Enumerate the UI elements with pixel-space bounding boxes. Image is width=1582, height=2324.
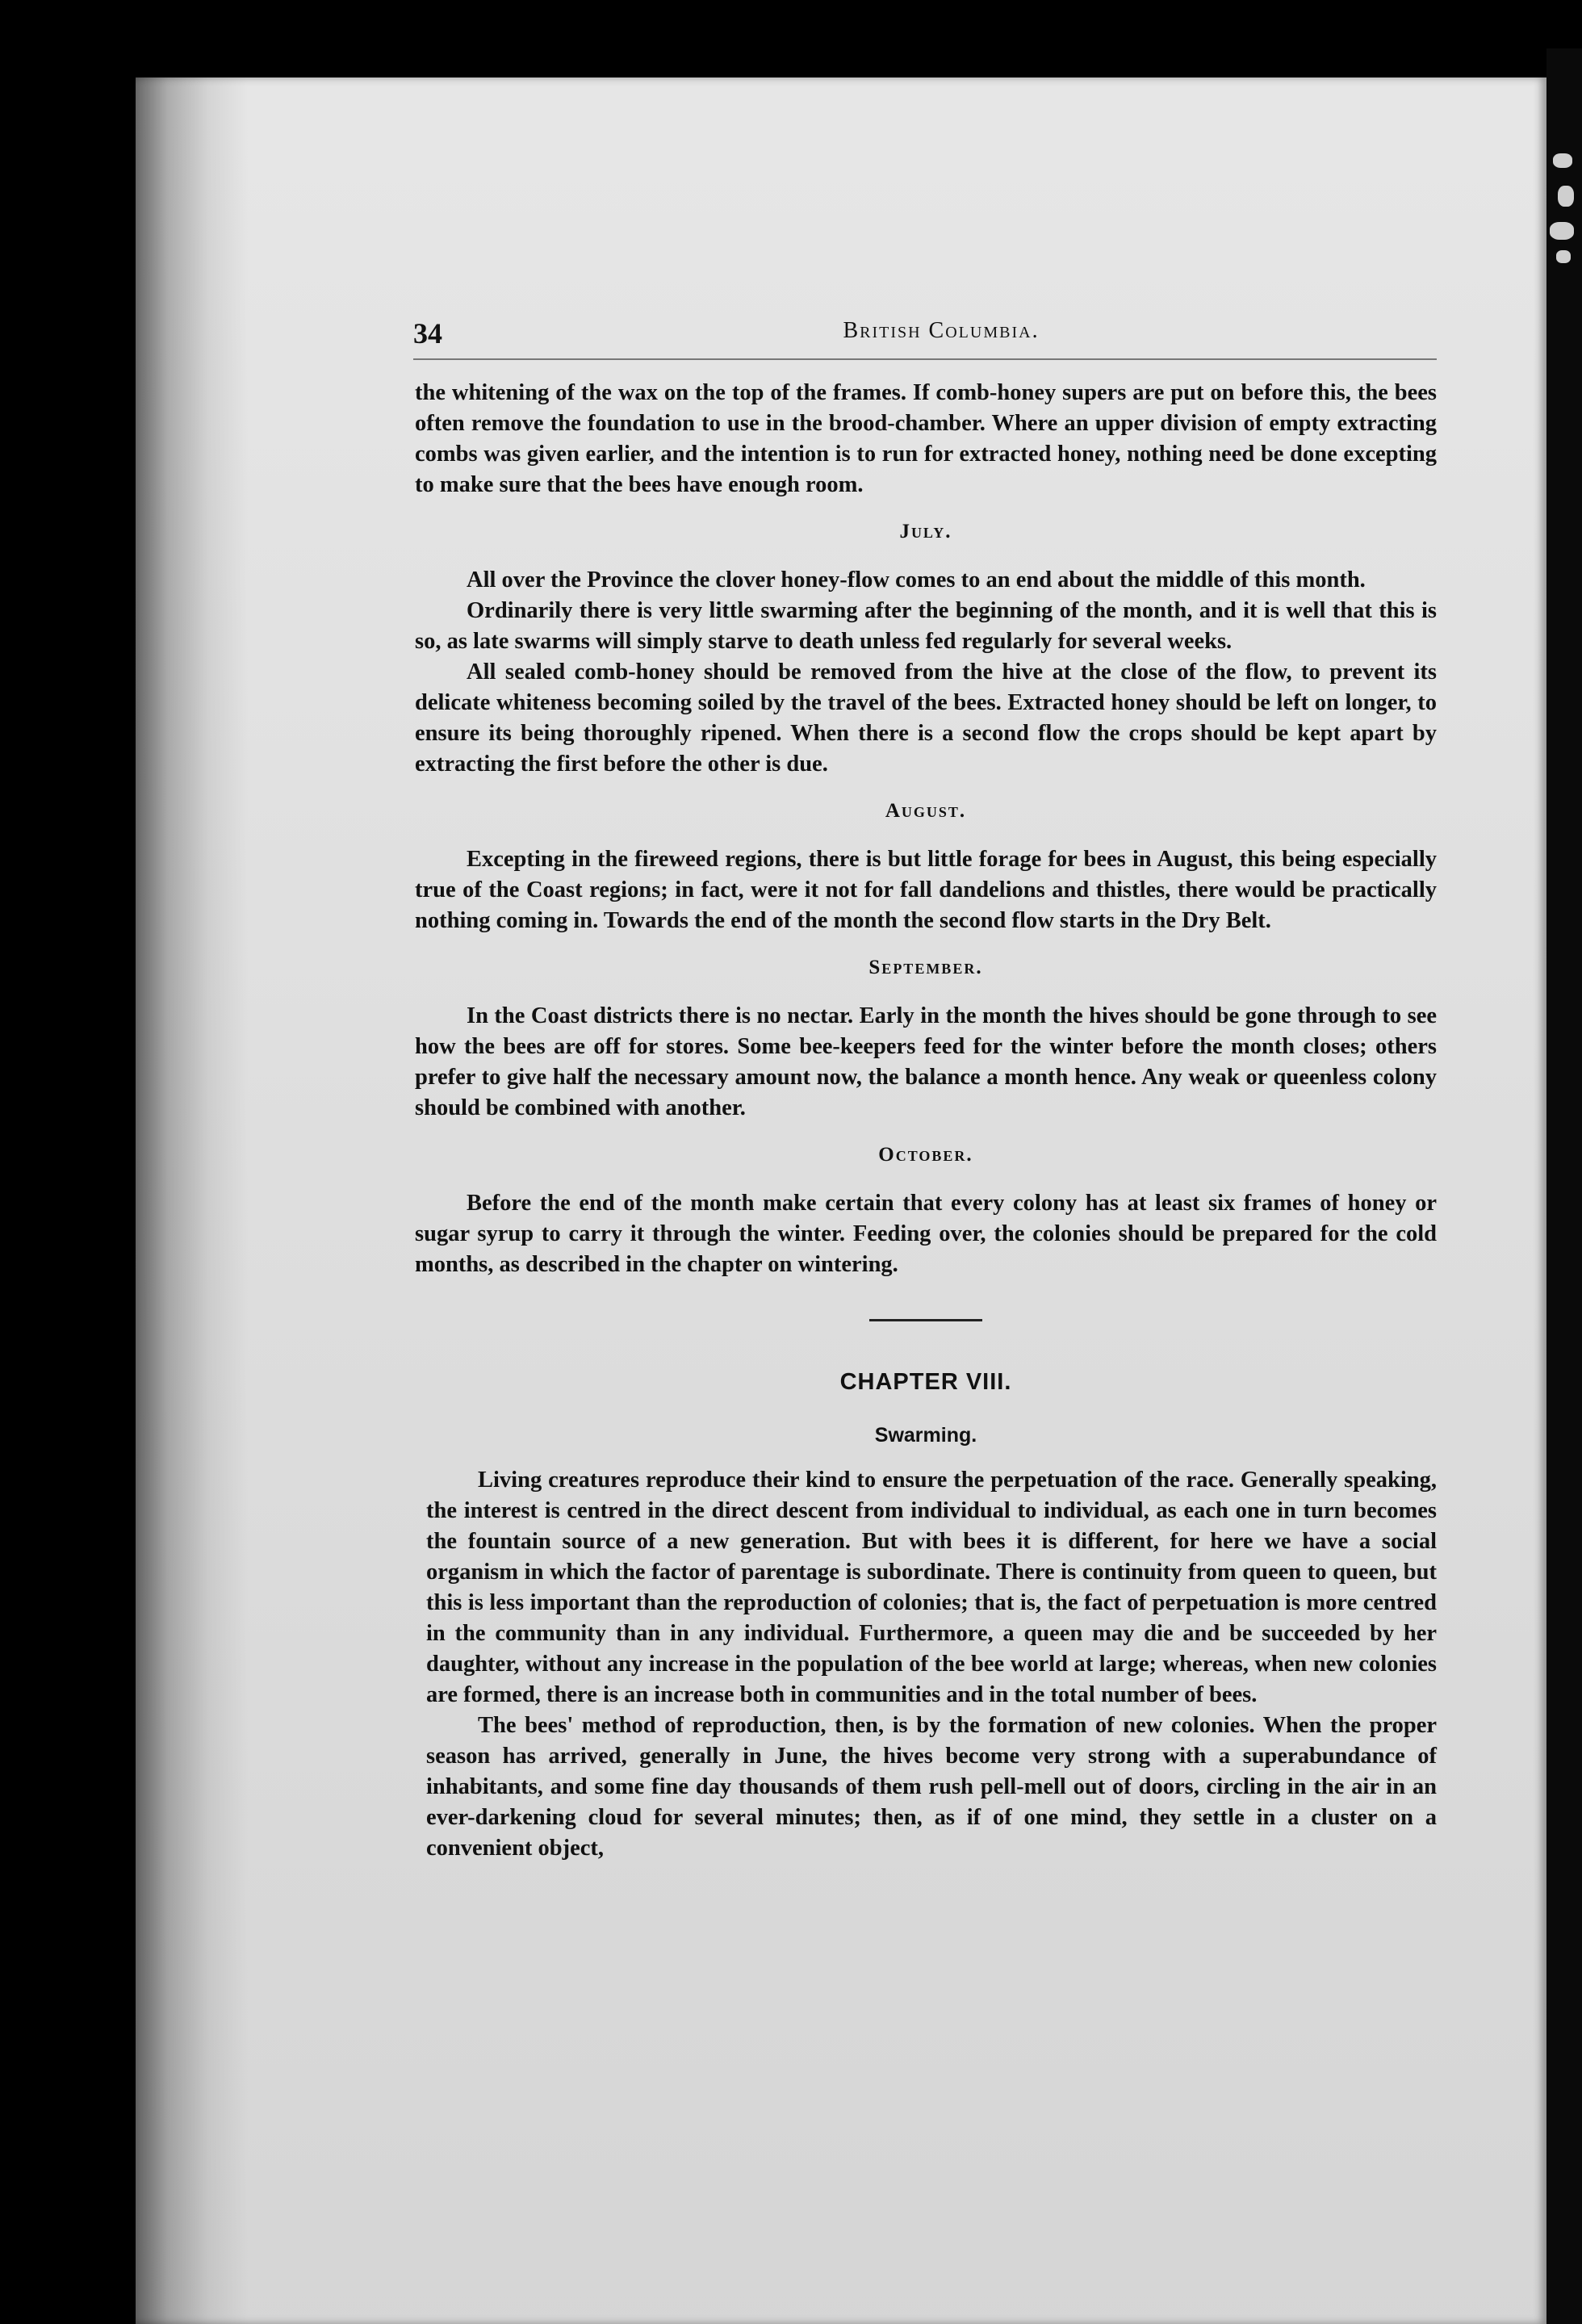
scan-edge-strip — [1546, 48, 1582, 2324]
page-header — [413, 316, 1437, 352]
august-paragraph: Excepting in the fireweed regions, there is but little forage for bees in August, this being especially true of the Coast regions; in fact, were it not for fall dandelions and thistles, there would be practically nothing coming in. Towards the end of the month the second flow starts in the Dry Belt. — [415, 847, 1437, 933]
scan-speck — [1558, 186, 1574, 207]
running-head: British Columbia. — [843, 318, 1040, 343]
chapter-divider — [869, 1319, 982, 1321]
chapter-paragraph: The bees' method of reproduction, then, is by the formation of new colonies. When the proper season has arrived, generally in June, the hives become very strong with a superabundance of inhabitants, and some fine day thousands of them rush pell-mell out of doors, circling in the air in an ever-darkening cloud for several minutes; then, as if of one mind, they settle in a cluster on a convenient object, — [426, 1713, 1437, 1861]
chapter-text — [415, 1465, 1437, 1864]
scan-speck — [1550, 222, 1574, 240]
month-heading-july: July. — [899, 521, 952, 542]
month-heading-october: October. — [878, 1144, 973, 1166]
month-heading-august: August. — [885, 800, 967, 822]
scan-speck — [1553, 153, 1572, 168]
july-paragraph: All over the Province the clover honey-flow comes to an end about the middle of this month. — [467, 567, 1366, 593]
intro-paragraph: the whitening of the wax on the top of the frames. If comb-honey supers are put on before this, the bees often remove the foundation to use in the brood-chamber. Where an upper division of empty extracting combs was given earlier, and the intention is to run for extracted honey, nothing need be done excepting to make sure that the bees have enough room. — [415, 380, 1437, 497]
september-paragraph: In the Coast districts there is no nectar. Early in the month the hives should be gone through to see how the bees are off for stores. Some bee-keepers feed for the winter before the month closes; others prefer to give half the necessary amount now, the balance a month hence. Any weak or queenless colony should be combined with another. — [415, 1003, 1437, 1120]
month-heading-september: September. — [868, 957, 983, 978]
july-paragraph: All sealed comb-honey should be removed from the hive at the close of the flow, to prevent its delicate whiteness becoming soiled by the travel of the bees. Extracted honey should be left on longer, to ensure its being thoroughly ripened. When there is a second flow the crops should be kept apart by extracting the first before the other is due. — [415, 660, 1437, 777]
scan-speck — [1556, 250, 1571, 263]
july-paragraph: Ordinarily there is very little swarming after the beginning of the month, and it is well that this is so, as late swarms will simply starve to death unless fed regularly for several weeks. — [415, 598, 1437, 654]
header-rule — [413, 358, 1437, 360]
chapter-paragraph: Living creatures reproduce their kind to ensure the perpetuation of the race. Generally speaking, the interest is centred in the direct descent from individual to individual, as each one in turn becomes the fountain source of a new generation. But with bees it is different, for here we have a social organism in which the factor of parentage is subordinate. There is continuity from queen to queen, but this is less important than the reproduction of colonies; that is, the fact of perpetuation is more centred in the community than in any individual. Furthermore, a queen may die and be succeeded by her daughter, without any increase in the population of the bee world at large; whereas, when new colonies are formed, there is an increase both in communities and in the total number of bees. — [426, 1468, 1437, 1707]
page-number: 34 — [413, 317, 442, 350]
chapter-subtitle: Swarming. — [874, 1424, 977, 1447]
october-paragraph: Before the end of the month make certain that every colony has at least six frames of honey or sugar syrup to carry it through the winter. Feeding over, the colonies should be prepared for the cold months, as described in the chapter on wintering. — [415, 1191, 1437, 1277]
chapter-title: CHAPTER VIII. — [839, 1369, 1012, 1395]
page-body — [415, 378, 1437, 1864]
